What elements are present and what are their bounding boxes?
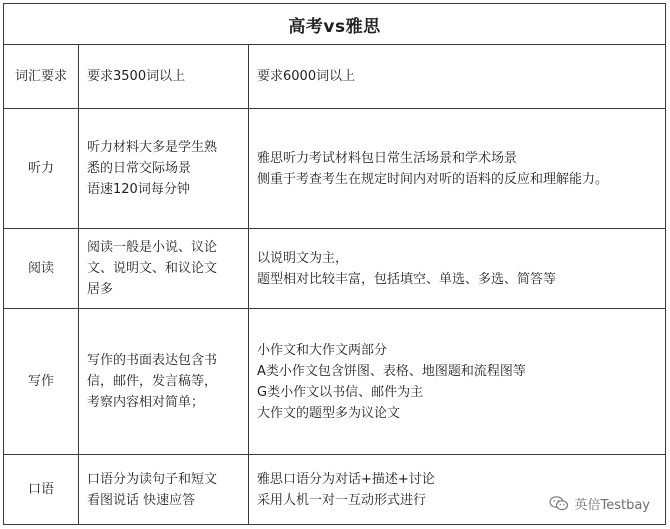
category-cell	[4, 229, 79, 308]
category-cell	[4, 455, 79, 524]
category-label: 听力	[27, 161, 54, 176]
gaokao-cell	[79, 229, 249, 308]
wechat-icon	[549, 496, 569, 511]
gaokao-cell	[79, 309, 249, 454]
gaokao-line: 写作的书面表达包含书	[87, 353, 218, 368]
ielts-cell	[249, 45, 665, 108]
ielts-cell	[249, 229, 665, 308]
gaokao-cell	[79, 109, 249, 228]
gaokao-line: 看图说话 快速应答	[87, 492, 196, 508]
ielts-line: 要求6000词以上	[257, 69, 356, 84]
category-cell	[4, 45, 79, 108]
table-row-speaking	[4, 455, 665, 524]
ielts-line: 大作文的题型多为议论文	[257, 405, 401, 421]
category-cell	[4, 109, 79, 228]
table-body	[4, 45, 665, 524]
comparison-table	[3, 3, 666, 525]
table-row-listening	[4, 109, 665, 229]
ielts-cell	[249, 109, 665, 228]
table-row-reading	[4, 229, 665, 309]
ielts-line: 雅思口语分为对话+描述+讨论	[257, 471, 435, 487]
category-label: 词汇要求	[14, 69, 67, 84]
gaokao-line: 信，邮件，发言稿等，	[87, 374, 218, 389]
category-label: 阅读	[27, 261, 54, 276]
ielts-line: G类小作文以书信、邮件为主	[257, 384, 424, 400]
ielts-line: A类小作文包含饼图、表格、地图题和流程图等	[257, 363, 526, 379]
gaokao-line: 考察内容相对简单；	[87, 395, 205, 410]
gaokao-line: 口语分为读句子和短文	[87, 471, 218, 487]
ielts-line: 以说明文为主，	[257, 250, 349, 266]
ielts-line: 题型相对比较丰富，包括填空、单选、多选、简答等	[257, 271, 557, 287]
watermark	[549, 494, 650, 513]
gaokao-line: 悉的日常交际场景	[87, 161, 192, 176]
ielts-line: 小作文和大作文两部分	[257, 342, 388, 358]
ielts-line: 雅思听力考试材料包日常生活场景和学术场景	[257, 150, 518, 166]
category-label: 口语	[27, 482, 54, 497]
ielts-cell	[249, 309, 665, 454]
gaokao-line: 听力材料大多是学生熟	[87, 140, 218, 155]
table-row-writing	[4, 309, 665, 455]
gaokao-line: 文、说明文、和议论文	[87, 261, 218, 276]
ielts-line: 侧重于考查考生在规定时间内对听的语料的反应和理解能力。	[257, 171, 609, 187]
category-cell	[4, 309, 79, 454]
gaokao-line: 要求3500词以上	[87, 69, 186, 84]
gaokao-cell	[79, 455, 249, 524]
ielts-line: 采用人机一对一互动形式进行	[257, 492, 427, 508]
gaokao-line: 居多	[87, 282, 114, 297]
gaokao-line: 阅读一般是小说、议论	[87, 240, 218, 255]
category-label: 写作	[27, 374, 54, 389]
gaokao-line: 语速120词每分钟	[87, 182, 190, 197]
table-row-vocabulary	[4, 45, 665, 109]
table-title: 高考vs雅思	[4, 4, 665, 45]
ielts-cell	[249, 455, 665, 524]
gaokao-cell	[79, 45, 249, 108]
watermark-text: 英倍Testbay	[574, 498, 650, 513]
